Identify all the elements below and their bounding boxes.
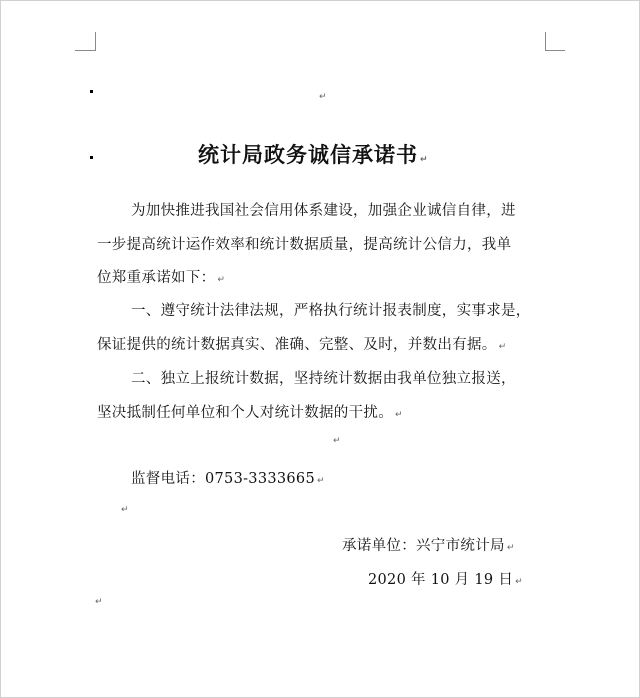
crop-mark-top-left-vertical (95, 32, 96, 51)
crop-mark-top-right-vertical (545, 32, 546, 51)
commitment-item-2-line-1: 二、独立上报统计数据，坚持统计数据由我单位独立报送， (131, 371, 516, 387)
document-title: 统计局政务诚信承诺书 ↵ (198, 142, 429, 167)
format-dot-marker (90, 156, 93, 159)
format-dot-marker (90, 90, 93, 93)
crop-mark-top-left-horizontal (75, 50, 95, 51)
paragraph-mark-icon: ↵ (506, 543, 515, 553)
intro-line-3: 位郑重承诺如下： ↵ (97, 270, 226, 286)
supervision-hotline: 监督电话：0753-3333665 ↵ (131, 471, 325, 487)
crop-mark-top-right-horizontal (545, 50, 565, 51)
intro-line-1: 为加快推进我国社会信用体系建设，加强企业诚信自律，进 (131, 203, 516, 219)
paragraph-mark-icon: ↵ (515, 577, 523, 587)
commitment-item-2-line-2: 坚决抵制任何单位和个人对统计数据的干扰。 ↵ (97, 405, 403, 421)
signatory-unit: 承诺单位：兴宁市统计局 ↵ (342, 538, 515, 554)
paragraph-mark-icon: ↵ (395, 410, 403, 420)
paragraph-mark-icon: ↵ (95, 597, 103, 607)
paragraph-mark-icon: ↵ (316, 476, 325, 486)
commitment-item-1-line-2: 保证提供的统计数据真实、准确、完整、及时，并数出有据。 ↵ (97, 337, 507, 353)
paragraph-mark-icon: ↵ (333, 436, 341, 446)
paragraph-mark-icon: ↵ (420, 155, 429, 165)
paragraph-mark-icon: ↵ (498, 342, 507, 352)
commitment-item-1-line-1: 一、遵守统计法律法规，严格执行统计报表制度，实事求是， (131, 303, 531, 319)
paragraph-mark-icon: ↵ (319, 92, 327, 102)
intro-line-2: 一步提高统计运作效率和统计数据质量，提高统计公信力，我单 (97, 237, 512, 253)
paragraph-mark-icon: ↵ (217, 275, 226, 285)
paragraph-mark-icon: ↵ (121, 505, 129, 515)
signing-date: 2020 年 10 月 19 日 ↵ (368, 572, 523, 588)
